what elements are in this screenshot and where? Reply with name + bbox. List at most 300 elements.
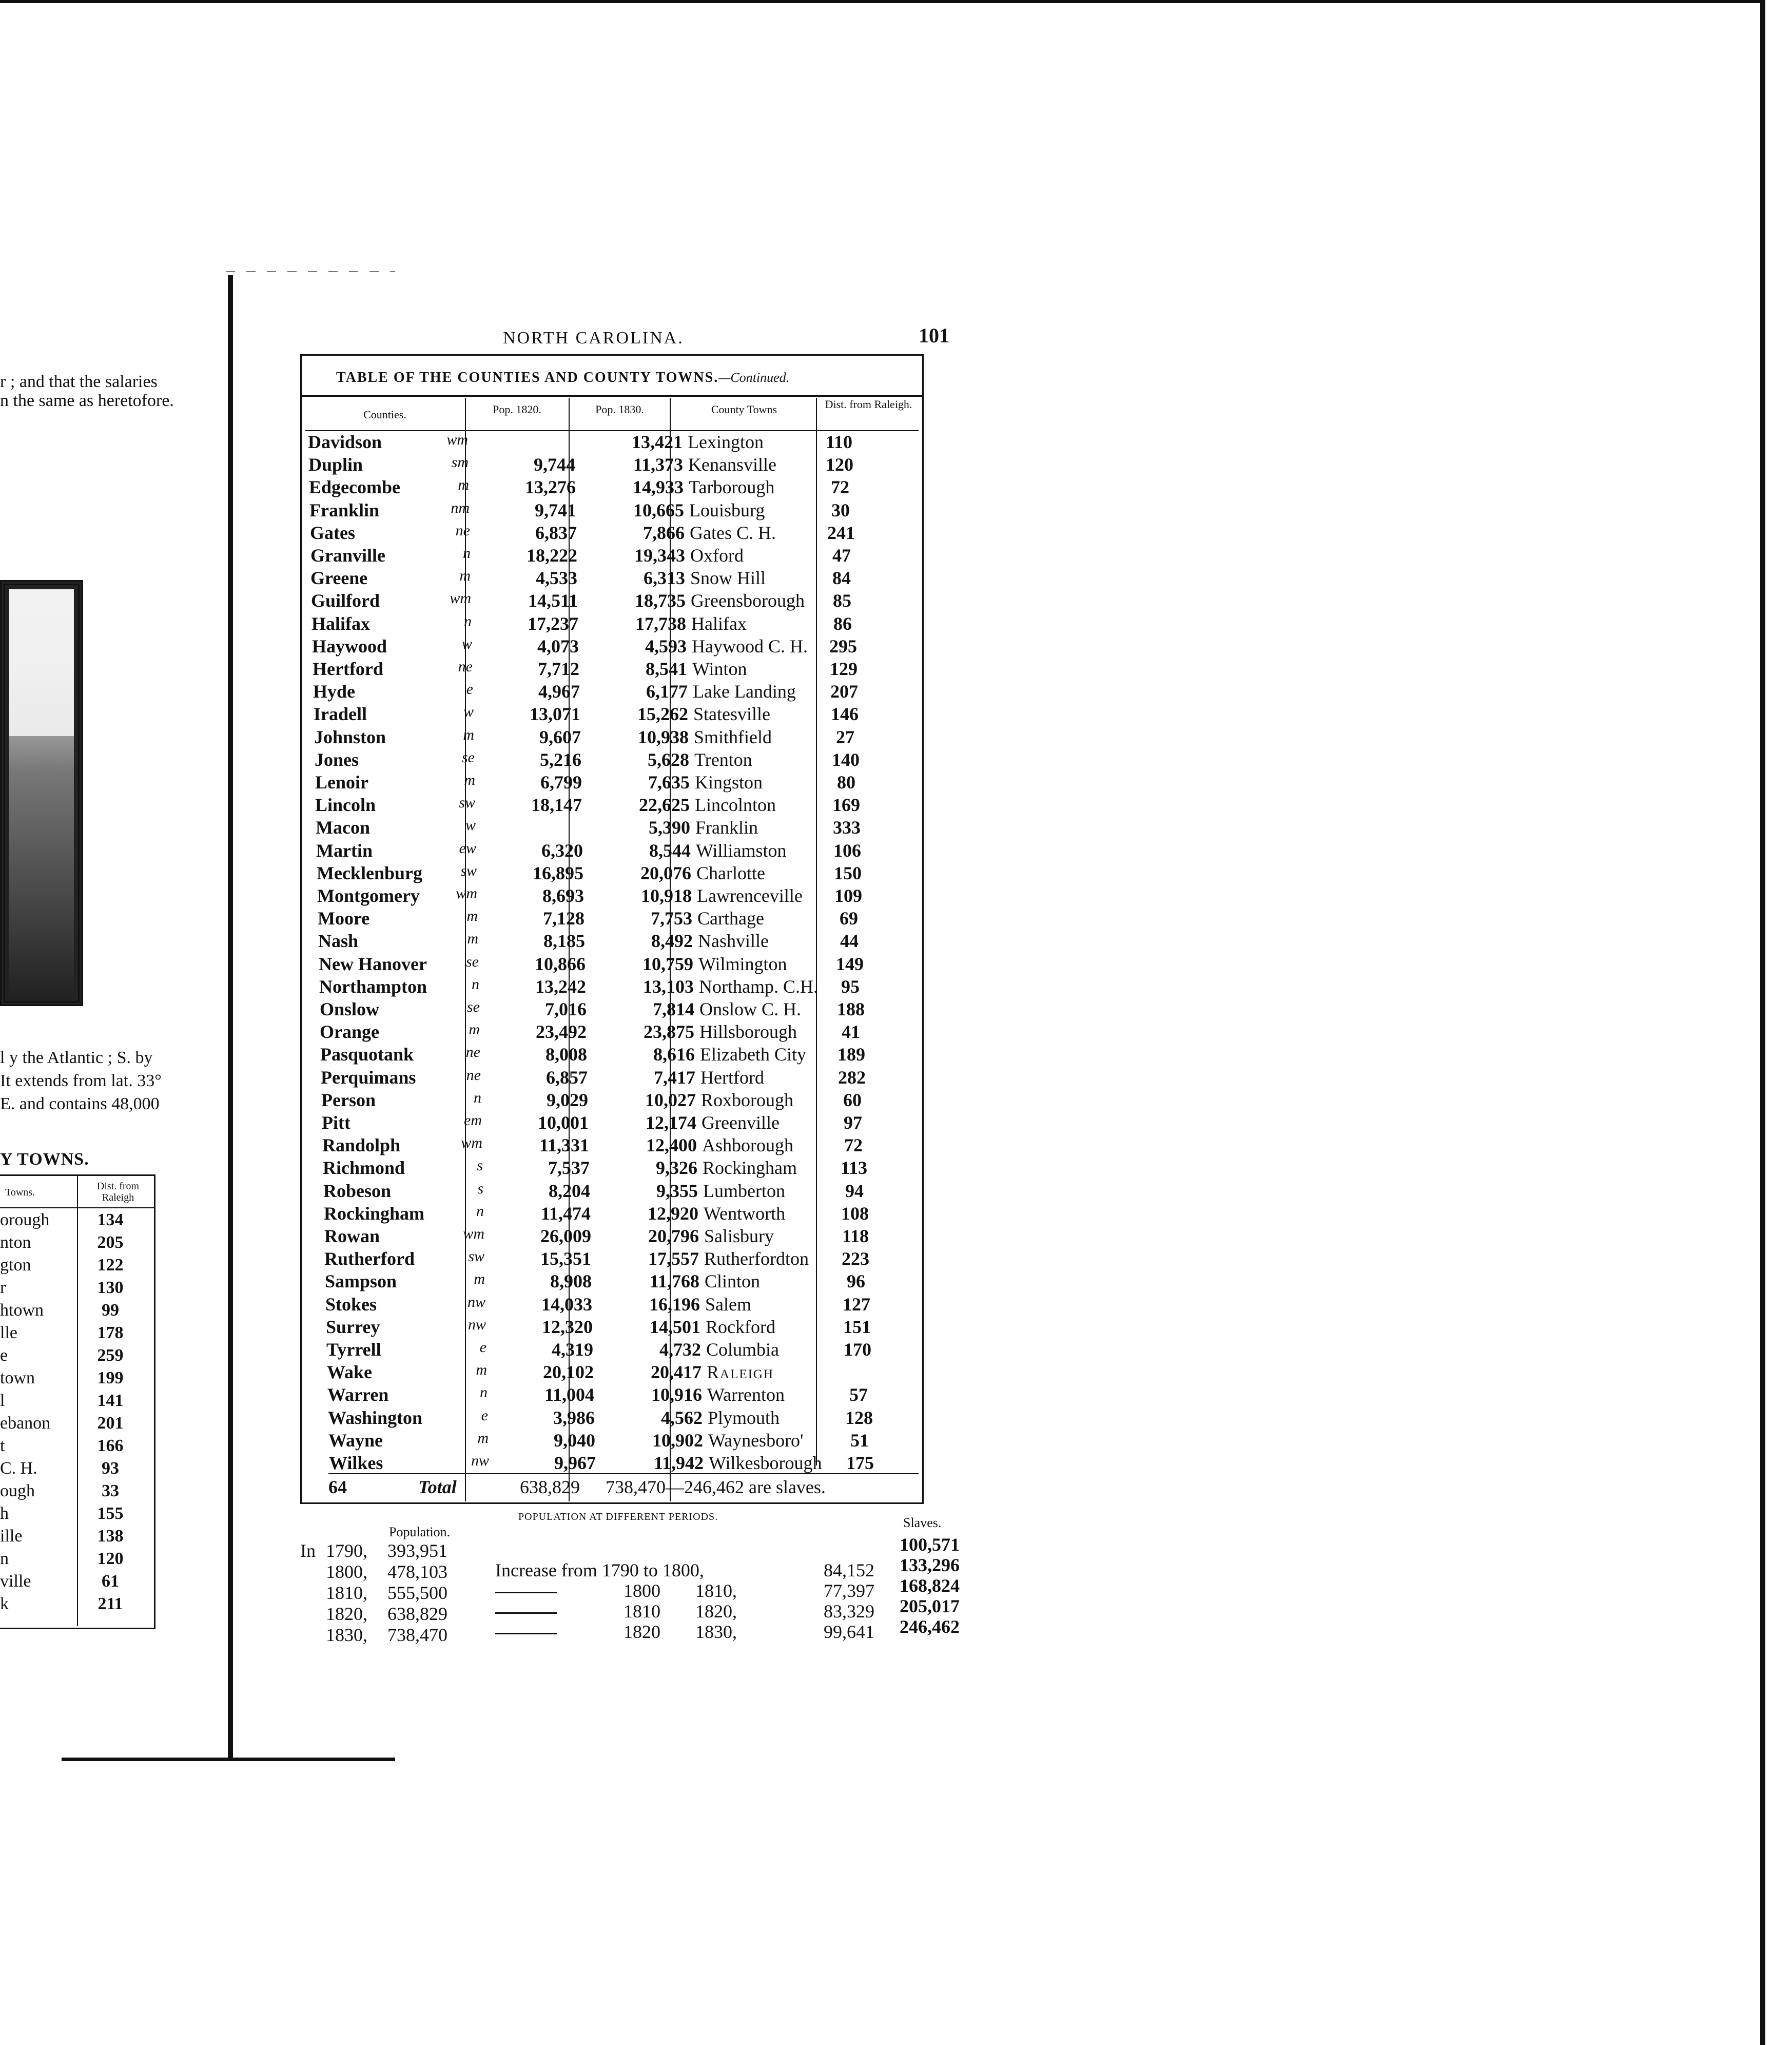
pop-1820: 7,016 — [545, 999, 587, 1019]
table-row — [308, 431, 919, 454]
county-name: Edgecombe — [309, 477, 400, 497]
pop-1830: 8,616 — [653, 1044, 695, 1065]
county-town: Greenville — [702, 1112, 780, 1133]
pop-1820: 6,320 — [541, 840, 583, 861]
table-row — [327, 1361, 938, 1384]
left-text-line-1: r ; and that the salaries — [0, 372, 158, 391]
left-row-town: lle — [0, 1323, 17, 1342]
table-row — [315, 749, 925, 771]
county-direction: sm — [451, 454, 469, 471]
table-row — [315, 794, 926, 817]
dist-from-raleigh: 80 — [837, 772, 855, 793]
left-row-dist: 178 — [97, 1323, 124, 1342]
county-direction: n — [474, 1089, 481, 1106]
pop-1820: 7,712 — [538, 659, 579, 679]
left-row-dist: 141 — [97, 1391, 124, 1410]
county-direction: m — [467, 930, 478, 947]
population-label: Population. — [389, 1525, 451, 1539]
county-town: Elizabeth City — [700, 1044, 806, 1065]
pop-period-line — [300, 1603, 447, 1625]
county-town: Wilmington — [698, 954, 787, 974]
county-name: Washington — [328, 1407, 423, 1428]
left-table-row — [0, 1527, 154, 1549]
county-town: Raleigh — [707, 1362, 774, 1382]
county-town: Northamp. C.H. — [699, 976, 818, 997]
dist-from-raleigh: 175 — [846, 1453, 874, 1473]
left-table-row — [0, 1572, 154, 1594]
county-name: Pitt — [322, 1112, 350, 1133]
pop-1820: 4,319 — [552, 1339, 593, 1360]
county-town: Lawrenceville — [697, 885, 803, 906]
county-town: Statesville — [693, 704, 770, 724]
county-town: Salisbury — [704, 1226, 774, 1246]
left-row-dist: 201 — [97, 1414, 124, 1433]
left-row-town: h — [0, 1504, 9, 1523]
county-town: Oxford — [690, 545, 744, 566]
table-row — [317, 862, 927, 885]
pop-1830: 13,421 — [632, 432, 683, 452]
county-town: Lumberton — [703, 1181, 785, 1201]
county-town: Greensborough — [691, 590, 805, 611]
county-direction: sw — [468, 1248, 484, 1265]
pop-1820: 18,147 — [531, 795, 582, 815]
dist-from-raleigh: 41 — [842, 1021, 860, 1042]
slaves-label: Slaves. — [903, 1515, 942, 1530]
county-name: New Hanover — [319, 954, 427, 974]
pop-1830: 7,814 — [653, 999, 694, 1019]
table-row — [325, 1294, 936, 1316]
county-town: Ashborough — [702, 1135, 793, 1155]
pop-1820: 13,071 — [530, 704, 580, 724]
county-direction: n — [476, 1203, 484, 1220]
pop-1820: 11,474 — [540, 1203, 591, 1224]
left-row-dist: 166 — [97, 1436, 124, 1455]
pop-1820: 9,744 — [534, 454, 575, 475]
pop-1830: 5,390 — [649, 817, 690, 838]
dist-from-raleigh: 27 — [836, 727, 854, 747]
pop-1820: 9,607 — [539, 727, 581, 747]
increase-line — [495, 1621, 874, 1643]
county-name: Surrey — [326, 1317, 380, 1337]
county-town: Hillsborough — [699, 1021, 797, 1042]
table-row — [326, 1316, 937, 1339]
left-row-town: l — [0, 1391, 5, 1410]
page-bottom-rule — [62, 1758, 395, 1761]
left-table-row — [0, 1346, 154, 1368]
county-town: Winton — [692, 659, 747, 679]
county-town: Louisburg — [689, 500, 765, 520]
col-header-dist: Dist. from Raleigh. — [825, 398, 912, 411]
col-header-pop1820: Pop. 1820. — [493, 403, 541, 416]
pop-1830: 19,343 — [634, 545, 685, 566]
county-direction: wm — [450, 590, 471, 607]
left-row-dist: 205 — [97, 1233, 124, 1252]
county-direction: m — [463, 726, 474, 743]
pop-1820: 12,320 — [542, 1317, 593, 1337]
page-number: 101 — [919, 324, 949, 347]
county-name: Franklin — [309, 500, 380, 520]
table-row — [324, 1225, 935, 1248]
county-direction: e — [479, 1339, 486, 1356]
pop-value: 555,500 — [387, 1583, 447, 1603]
increase-from: 1800 — [624, 1580, 660, 1601]
pop-1830: 16,196 — [649, 1294, 700, 1315]
pop-1820: 14,511 — [528, 590, 578, 611]
pop-1830: 8,492 — [651, 931, 693, 951]
table-title-continued: —Continued. — [718, 370, 790, 385]
pop-1820: 13,276 — [525, 477, 576, 497]
scan-mark — [226, 271, 395, 272]
county-town: Wentworth — [704, 1203, 786, 1224]
increase-value: 99,641 — [824, 1622, 874, 1642]
table-row — [320, 1021, 930, 1044]
pop-periods-title: POPULATION AT DIFFERENT PERIODS. — [518, 1511, 718, 1522]
left-row-town: ille — [0, 1527, 23, 1546]
table-title — [336, 370, 789, 386]
pop-year: 1810, — [326, 1583, 367, 1603]
county-direction: em — [464, 1112, 482, 1129]
left-table-header-rule — [0, 1207, 154, 1208]
county-direction: m — [458, 476, 469, 493]
pop-1830: 7,417 — [654, 1067, 695, 1088]
county-town: Onslow C. H. — [699, 999, 802, 1019]
dist-from-raleigh: 69 — [840, 908, 858, 929]
pop-1830: 10,027 — [645, 1090, 696, 1110]
pop-value: 478,103 — [387, 1561, 447, 1582]
left-row-town: ough — [0, 1481, 35, 1500]
county-name: Jones — [315, 749, 359, 770]
pop-1820: 4,073 — [537, 636, 579, 657]
table-row — [318, 930, 929, 953]
dist-from-raleigh: 151 — [843, 1317, 871, 1337]
table-row — [316, 817, 926, 839]
pop-1830: 7,866 — [643, 523, 685, 543]
increase-to: 1830, — [695, 1622, 737, 1642]
county-name: Onslow — [320, 999, 380, 1019]
pop-1820: 16,895 — [533, 863, 583, 883]
table-row — [320, 998, 930, 1021]
county-direction: n — [480, 1384, 488, 1401]
county-town: Hertford — [700, 1067, 764, 1088]
increase-dash — [495, 1600, 624, 1622]
dist-from-raleigh: 150 — [834, 863, 862, 883]
county-direction: se — [466, 953, 479, 970]
pop-1830: 9,355 — [656, 1181, 698, 1201]
pop-1830: 12,400 — [646, 1135, 697, 1155]
pop-1830: 11,768 — [649, 1271, 699, 1291]
pop-1820: 4,967 — [538, 681, 580, 702]
county-direction: n — [472, 976, 479, 993]
pop-year: 1790, — [326, 1540, 367, 1561]
pop-period-line — [300, 1582, 447, 1604]
left-row-dist: 211 — [98, 1594, 123, 1613]
left-table-row — [0, 1391, 154, 1414]
table-row — [328, 1407, 939, 1430]
county-direction: ew — [459, 840, 476, 857]
dash-mark — [495, 1612, 557, 1614]
pop-1830: 6,177 — [646, 681, 688, 702]
left-table-row — [0, 1504, 154, 1527]
county-direction: nw — [468, 1316, 486, 1333]
county-direction: sw — [459, 794, 475, 811]
dist-from-raleigh: 223 — [842, 1248, 869, 1269]
pop-1830: 5,628 — [648, 749, 689, 770]
left-row-town: t — [0, 1436, 5, 1455]
table-row — [322, 1112, 932, 1134]
left-row-town: C. H. — [0, 1459, 37, 1478]
county-direction: ne — [458, 658, 473, 675]
county-town: Kenansville — [688, 454, 776, 475]
county-name: Haywood — [312, 636, 387, 657]
dist-from-raleigh: 241 — [827, 523, 855, 543]
pop-1820: 15,351 — [540, 1248, 591, 1269]
dist-from-raleigh: 97 — [844, 1112, 862, 1133]
county-name: Gates — [310, 523, 355, 543]
pop-1830: 7,635 — [648, 772, 690, 793]
pop-1830: 10,665 — [633, 500, 684, 520]
county-name: Wayne — [328, 1430, 383, 1451]
dist-from-raleigh: 113 — [840, 1157, 867, 1178]
county-direction: e — [481, 1407, 488, 1424]
left-header-towns: Towns. — [5, 1187, 35, 1198]
dist-from-raleigh: 95 — [841, 976, 860, 997]
county-name: Sampson — [325, 1271, 397, 1291]
county-town: Kingston — [695, 772, 763, 793]
table-row — [313, 658, 923, 681]
left-row-town: ebanon — [0, 1414, 51, 1433]
pop-1830: 7,753 — [651, 908, 692, 929]
county-direction: wm — [463, 1225, 484, 1242]
county-town: Roxborough — [701, 1090, 793, 1110]
county-town: Waynesboro' — [708, 1430, 804, 1451]
page-header: NORTH CAROLINA. — [503, 329, 684, 348]
increase-line — [495, 1559, 874, 1581]
county-name: Duplin — [308, 454, 363, 475]
county-town: Lincolnton — [695, 795, 776, 815]
county-name: Wilkes — [329, 1453, 383, 1473]
dash-mark — [495, 1633, 557, 1634]
left-table-row — [0, 1301, 154, 1323]
dist-from-raleigh: 84 — [832, 568, 851, 588]
pop-1830: 6,313 — [644, 568, 685, 588]
dist-from-raleigh: 128 — [845, 1407, 873, 1428]
left-row-town: ville — [0, 1572, 31, 1591]
pop-1820: 26,009 — [540, 1226, 591, 1246]
table-row — [321, 1067, 931, 1089]
table-row — [329, 1452, 940, 1475]
table-row — [318, 908, 928, 930]
county-direction: nm — [451, 499, 470, 516]
county-town: Trenton — [694, 749, 752, 770]
col-header-counties: Counties. — [363, 408, 406, 421]
county-town: Warrenton — [707, 1384, 785, 1405]
pop-1820: 8,693 — [542, 885, 584, 906]
table-row — [311, 613, 922, 635]
dist-from-raleigh: 72 — [844, 1135, 863, 1155]
pop-1820: 11,004 — [544, 1384, 594, 1405]
county-direction: ne — [465, 1044, 480, 1060]
county-direction: wm — [456, 885, 477, 902]
pop-1830: 12,174 — [646, 1112, 696, 1133]
pop-1830: 20,076 — [640, 863, 691, 883]
dist-from-raleigh: 85 — [833, 590, 851, 611]
county-direction: m — [476, 1361, 487, 1378]
table-row — [312, 635, 923, 658]
pop-1820: 4,533 — [536, 568, 577, 588]
dist-from-raleigh: 44 — [840, 931, 859, 951]
pop-1830: 10,902 — [652, 1430, 703, 1451]
scan-border-right — [1760, 0, 1765, 2045]
dist-from-raleigh: 60 — [843, 1090, 862, 1110]
left-row-dist: 61 — [102, 1572, 119, 1591]
county-direction: s — [477, 1157, 483, 1174]
pop-1820: 6,857 — [546, 1067, 588, 1088]
county-name: Richmond — [323, 1157, 405, 1178]
left-table-row — [0, 1323, 154, 1346]
dist-from-raleigh: 51 — [850, 1430, 869, 1451]
county-name: Orange — [320, 1021, 379, 1042]
pop-1820: 6,799 — [540, 772, 582, 793]
county-direction: wm — [461, 1134, 482, 1151]
county-town: Haywood C. H. — [692, 636, 808, 657]
county-town: Rockford — [706, 1317, 775, 1337]
county-name: Randolph — [322, 1135, 401, 1155]
pop-year: 1820, — [326, 1604, 367, 1624]
pop-period-line — [300, 1561, 447, 1583]
table-row — [323, 1157, 933, 1180]
pop-1830: 15,262 — [637, 704, 688, 724]
table-row — [311, 590, 922, 612]
table-row — [324, 1248, 935, 1270]
county-name: Northampton — [319, 976, 427, 997]
pop-1830: 8,544 — [649, 840, 691, 861]
county-direction: n — [464, 613, 472, 630]
left-header-dist: Dist. from Raleigh — [96, 1181, 140, 1203]
dist-from-raleigh: 106 — [833, 840, 861, 861]
county-town: Clinton — [705, 1271, 761, 1291]
left-table-row — [0, 1210, 154, 1233]
pop-1820: 8,204 — [549, 1181, 590, 1201]
pop-1830: 4,732 — [659, 1339, 701, 1360]
pop-1820: 8,908 — [550, 1271, 592, 1291]
left-row-town: town — [0, 1368, 35, 1387]
county-town: Rockingham — [703, 1157, 797, 1178]
county-name: Lenoir — [315, 772, 368, 793]
table-row — [310, 567, 921, 590]
county-direction: w — [465, 817, 476, 834]
pop-1830: 10,938 — [638, 727, 689, 747]
pop-1830: 13,103 — [643, 976, 694, 997]
increase-to: 1820, — [695, 1601, 737, 1622]
county-town: Salem — [705, 1294, 751, 1315]
county-name: Person — [321, 1090, 376, 1110]
county-direction: sw — [460, 862, 477, 879]
county-name: Martin — [316, 840, 373, 861]
increase-value: 77,397 — [824, 1580, 874, 1601]
county-town: Halifax — [691, 613, 747, 634]
county-direction: w — [463, 703, 474, 720]
pop-1820: 6,837 — [535, 523, 577, 543]
left-towns-table — [0, 1150, 157, 1627]
table-row — [328, 1430, 939, 1452]
table-row — [310, 545, 921, 567]
table-row — [319, 953, 929, 976]
county-name: Tyrrell — [326, 1339, 381, 1360]
pop-1830: 23,875 — [644, 1021, 694, 1042]
increase-dash — [495, 1580, 624, 1602]
county-direction: n — [463, 545, 471, 562]
pop-period-line — [300, 1624, 447, 1646]
pop-1830: 18,735 — [635, 590, 686, 611]
table-row — [316, 840, 927, 862]
slave-count: 100,571 — [900, 1534, 960, 1555]
dist-from-raleigh: 189 — [837, 1044, 865, 1065]
pop-1830: 8,541 — [646, 659, 687, 679]
left-table-row — [0, 1256, 154, 1278]
dist-from-raleigh: 146 — [831, 704, 859, 724]
left-row-town: r — [0, 1278, 6, 1297]
table-row — [322, 1134, 933, 1157]
left-row-town: nton — [0, 1233, 31, 1252]
dist-from-raleigh: 118 — [842, 1226, 869, 1246]
slave-count: 133,296 — [900, 1555, 960, 1575]
dist-from-raleigh: 282 — [838, 1067, 866, 1088]
left-row-town: gton — [0, 1256, 31, 1275]
left-table-row — [0, 1278, 154, 1301]
pop-value: 738,470 — [387, 1625, 447, 1645]
left-row-dist: 120 — [97, 1549, 124, 1568]
pop-1830: 14,501 — [650, 1317, 700, 1337]
table-row — [313, 681, 924, 703]
county-direction: m — [464, 771, 475, 788]
county-name: Stokes — [325, 1294, 377, 1315]
pop-1830: 17,557 — [648, 1248, 699, 1269]
table-row — [315, 771, 926, 794]
pop-1820: 7,128 — [543, 908, 585, 929]
county-name: Johnston — [314, 727, 386, 747]
dist-from-raleigh: 86 — [833, 613, 852, 634]
col-header-pop1830: Pop. 1830. — [595, 403, 644, 416]
total-label: Total — [418, 1477, 457, 1497]
pop-1820: 9,029 — [547, 1090, 588, 1110]
county-name: Pasquotank — [320, 1044, 414, 1065]
left-row-town: k — [0, 1594, 9, 1613]
increase-line — [495, 1600, 874, 1622]
county-direction: se — [467, 998, 480, 1015]
scan-border-top — [0, 0, 1765, 3]
left-table-row — [0, 1459, 154, 1481]
county-name: Macon — [316, 817, 370, 838]
pop-1830: 4,562 — [661, 1407, 703, 1428]
dist-from-raleigh: 94 — [845, 1181, 864, 1201]
dist-from-raleigh: 295 — [829, 636, 857, 657]
county-direction: e — [466, 681, 473, 698]
increase-to: 1810, — [695, 1580, 737, 1601]
left-text-line-2: n the same as heretofore. — [0, 391, 174, 410]
left-row-dist: 138 — [97, 1527, 124, 1546]
dist-from-raleigh: 149 — [836, 954, 864, 974]
county-direction: ne — [455, 522, 470, 539]
county-town: Gates C. H. — [690, 523, 776, 543]
left-row-town: orough — [0, 1210, 50, 1229]
county-direction: nw — [471, 1452, 489, 1469]
left-row-town: e — [0, 1346, 8, 1365]
pop-1820: 20,102 — [543, 1362, 594, 1382]
county-town: Tarborough — [689, 477, 775, 497]
left-engraving-image — [0, 580, 83, 1006]
left-row-town: htown — [0, 1301, 44, 1320]
dist-from-raleigh: 96 — [847, 1271, 865, 1291]
